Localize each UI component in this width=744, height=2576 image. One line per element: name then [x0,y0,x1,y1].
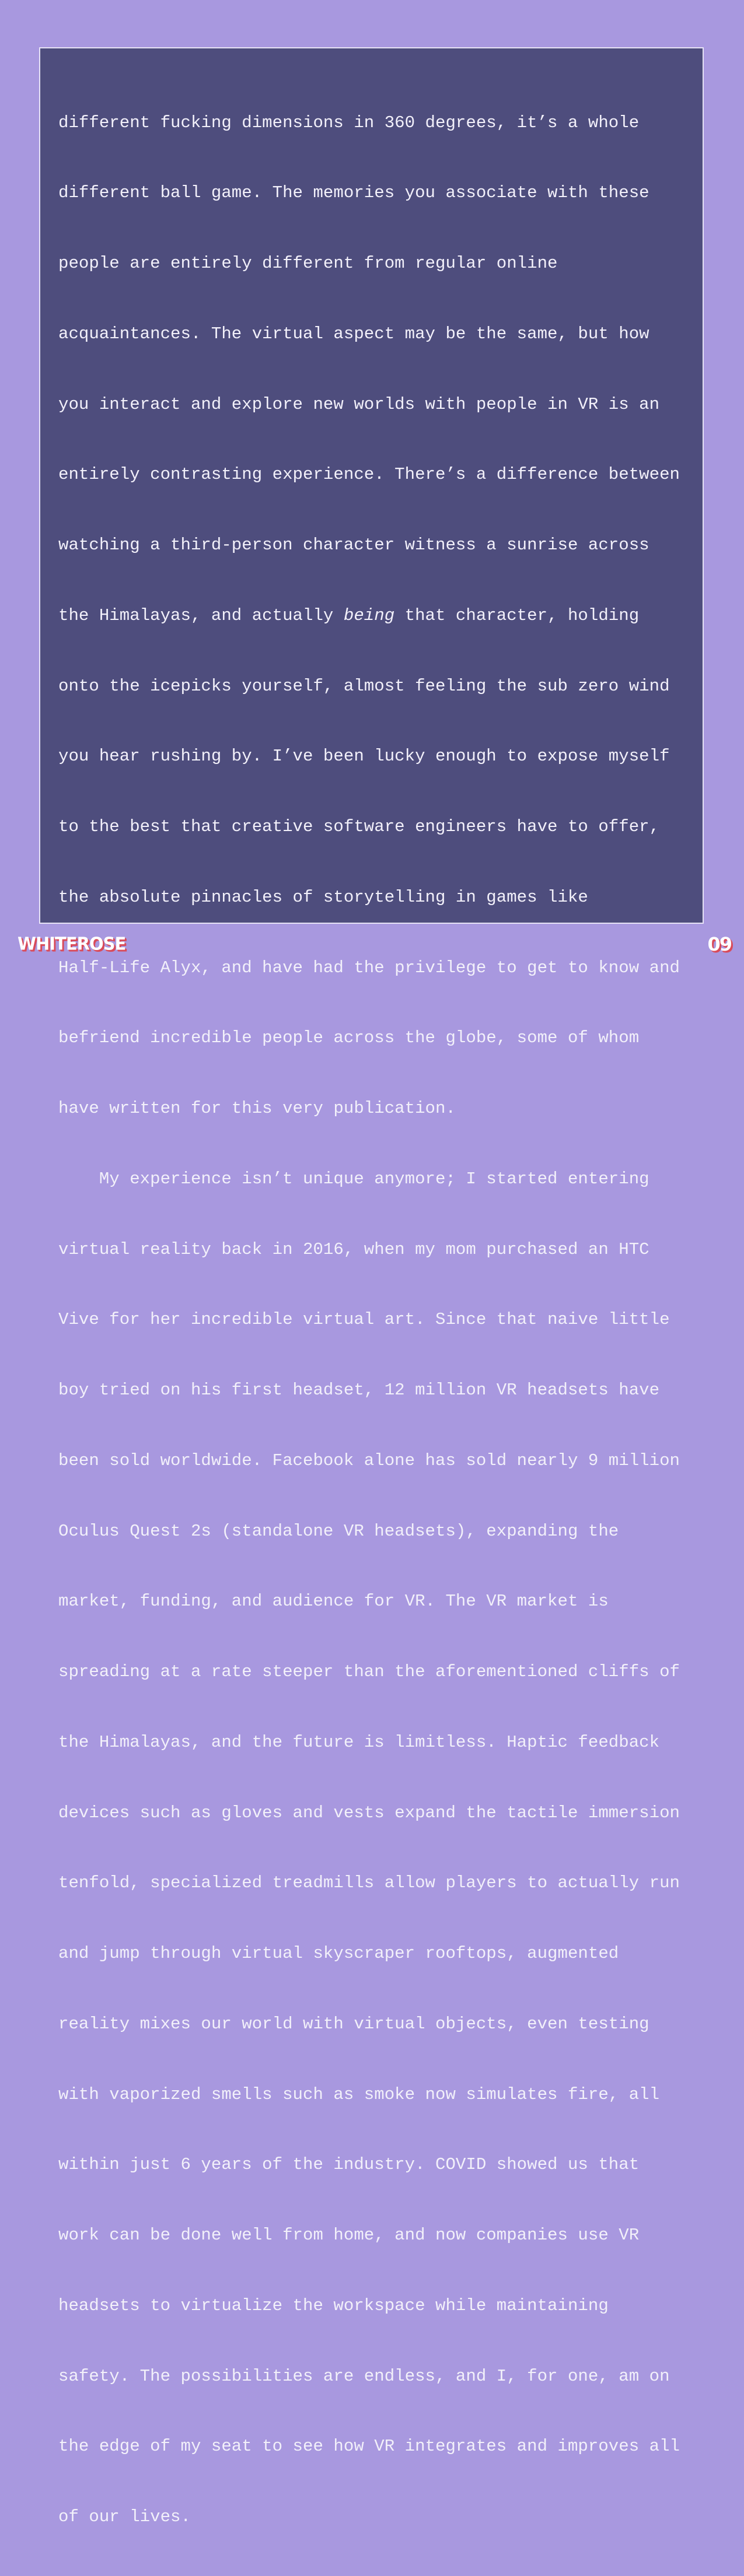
emphasis-being: being [343,605,395,625]
article-line: reality mixes our world with virtual objects, even testing [58,2014,649,2034]
article-line: onto the icepicks yourself, almost feeling the sub zero wind [58,676,670,696]
article-body [58,64,700,2576]
article-line: different fucking dimensions in 360 degrees, it’s a whole [58,113,640,132]
article-line: virtual reality back in 2016, when my mom purchased an HTC [58,1239,649,1259]
article-line: watching a third-person character witness a sunrise across [58,535,649,555]
page-number: 09 [707,933,731,955]
article-line: market, funding, and audience for VR. The VR market is [58,1592,609,1611]
whiterose-logo: WHITEROSE [18,933,126,954]
article-line: you interact and explore new worlds with people in VR is an [58,394,660,414]
article-line: spreading at a rate steeper than the aforementioned cliffs of [58,1662,680,1681]
article-line: Oculus Quest 2s (standalone VR headsets), expanding the [58,1521,619,1541]
article-line: different ball game. The memories you associate with these [58,183,649,203]
article-line: headsets to virtualize the workspace while maintaining [58,2295,609,2315]
article-line: My experience isn’t unique anymore; I started entering [58,1169,649,1189]
article-line: within just 6 years of the industry. COVID showed us that [58,2155,640,2175]
article-line: Half-Life Alyx, and have had the privilege to get to know and [58,958,680,977]
article-line: the edge of my seat to see how VR integrates and improves all [58,2437,680,2456]
line-start: the Himalayas, and actually [58,605,344,625]
article-line: you hear rushing by. I’ve been lucky enough to expose myself [58,746,670,766]
article-line: been sold worldwide. Facebook alone has sold nearly 9 million [58,1450,680,1470]
article-line: safety. The possibilities are endless, and I, for one, am on [58,2366,670,2386]
article-line: work can be done well from home, and now companies use VR [58,2225,640,2245]
article-line-with-emphasis [58,604,700,628]
article-line: have written for this very publication. [58,1099,456,1118]
article-line: and jump through virtual skyscraper rooftops, augmented [58,1944,619,1963]
article-line: the absolute pinnacles of storytelling in games like [58,887,588,907]
article-line: boy tried on his first headset, 12 million VR headsets have [58,1380,660,1400]
article-line: acquaintances. The virtual aspect may be the same, but how [58,324,649,344]
article-line: entirely contrasting experience. There’s a difference between [58,465,680,485]
article-line: to the best that creative software engineers have to offer, [58,817,660,836]
article-line: of our lives. [58,2507,191,2526]
article-line: the Himalayas, and the future is limitless. Haptic feedback [58,1732,660,1752]
article-line: devices such as gloves and vests expand the tactile immersion [58,1803,680,1823]
article-line: tenfold, specialized treadmills allow players to actually run [58,1873,680,1893]
article-line: befriend incredible people across the globe, some of whom [58,1028,640,1048]
article-line: with vaporized smells such as smoke now simulates fire, all [58,2084,660,2104]
article-line: Vive for her incredible virtual art. Since that naive little [58,1310,670,1330]
line-end: that character, holding [394,605,640,625]
article-line: people are entirely different from regular online [58,254,558,273]
